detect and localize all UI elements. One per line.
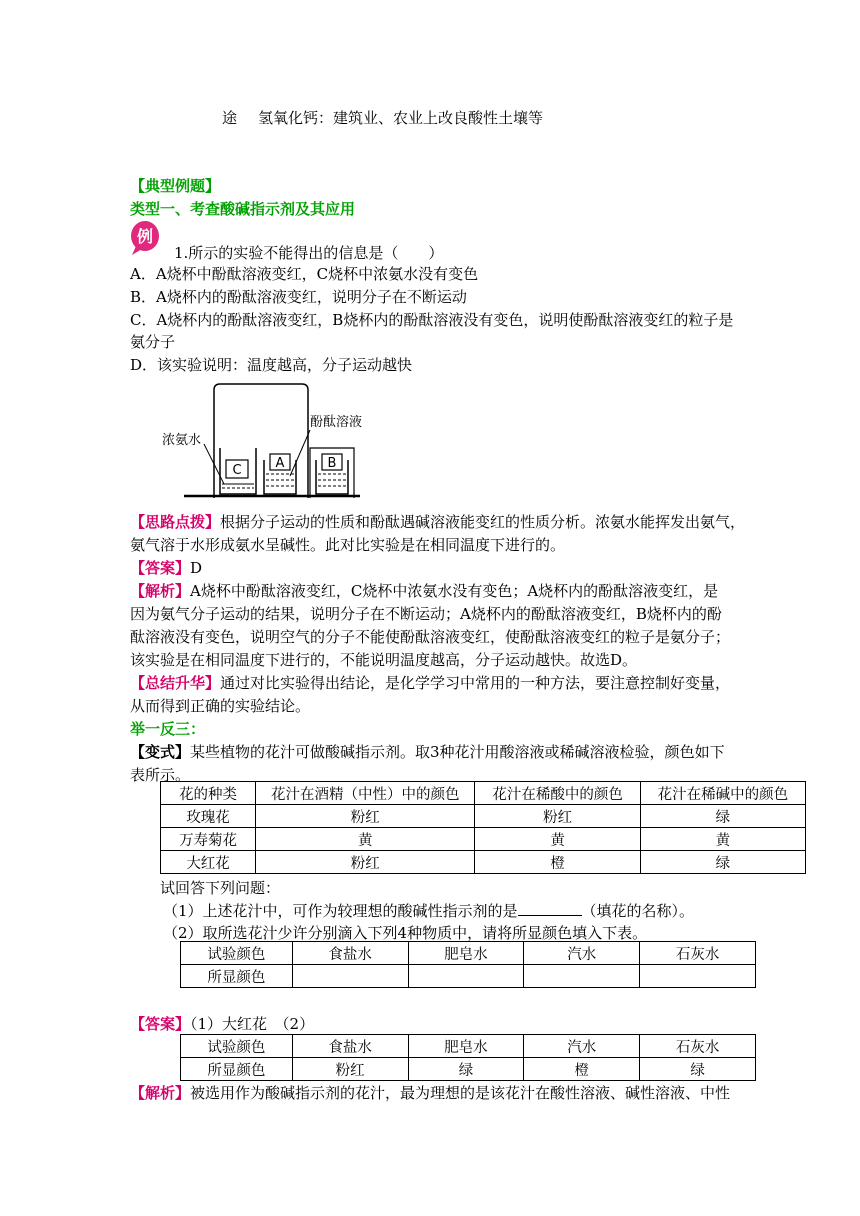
table-header-cell: 试验颜色 xyxy=(181,942,293,965)
question-text: 1.所示的实验不能得出的信息是（ ） xyxy=(174,244,444,262)
table-cell: 玫瑰花 xyxy=(161,805,256,828)
use-text: 氢氧化钙：建筑业、农业上改良酸性土壤等 xyxy=(258,109,544,127)
ammonia-label: 浓氨水 xyxy=(162,433,202,448)
hint-line-1 xyxy=(130,511,745,533)
beaker-a-label: A xyxy=(275,456,285,471)
table-header-cell: 食盐水 xyxy=(292,942,408,965)
table-header-cell: 花汁在稀碱中的颜色 xyxy=(640,782,805,805)
variant-line-2: 表所示。 xyxy=(130,766,191,784)
example-badge-text: 例 xyxy=(136,227,154,246)
option-a: A．A烧杯中酚酞溶液变红，C烧杯中浓氨水没有变色 xyxy=(130,265,479,283)
table-cell-empty[interactable] xyxy=(640,965,756,988)
flower-table xyxy=(160,781,806,874)
table-cell: 黄 xyxy=(256,828,475,851)
table-row xyxy=(181,965,756,988)
question-1-before: （1）上述花汁中，可作为较理想的酸碱性指示剂的是 xyxy=(163,902,518,920)
option-c-cont: 氨分子 xyxy=(130,333,176,351)
table-header-row xyxy=(181,1035,756,1058)
use-label: 途 xyxy=(222,109,238,127)
table-cell: 所显颜色 xyxy=(181,965,293,988)
answer1-text: D xyxy=(190,559,203,577)
example-badge-icon xyxy=(130,220,160,256)
table-header-row xyxy=(161,782,806,805)
table-cell: 绿 xyxy=(640,1058,756,1081)
question-1-after: （填花的名称）。 xyxy=(581,902,695,920)
table-header-cell: 汽水 xyxy=(524,1035,640,1058)
variant-line-1 xyxy=(130,741,725,763)
summary-text-1: 通过对比实验得出结论，是化学学习中常用的一种方法，要注意控制好变量， xyxy=(220,674,731,692)
beaker-c-label: C xyxy=(232,463,242,478)
section-title: 【典型例题】 xyxy=(130,177,221,195)
table-header-cell: 花的种类 xyxy=(161,782,256,805)
table-cell: 大红花 xyxy=(161,851,256,874)
analysis2-line xyxy=(130,1082,730,1104)
summary-line-1 xyxy=(130,672,730,694)
question-1 xyxy=(163,900,694,921)
table-header-row xyxy=(181,942,756,965)
experiment-figure xyxy=(160,380,380,500)
option-c: C．A烧杯内的酚酞溶液变红，B烧杯内的酚酞溶液没有变色，说明使酚酞溶液变红的粒子是 xyxy=(130,311,734,329)
table-header-cell: 汽水 xyxy=(524,942,640,965)
table-cell-empty[interactable] xyxy=(292,965,408,988)
option-b: B．A烧杯内的酚酞溶液变红，说明分子在不断运动 xyxy=(130,288,467,306)
answer-blank[interactable] xyxy=(518,901,582,916)
type-title: 类型一、考查酸碱指示剂及其应用 xyxy=(130,200,356,218)
table-header-cell: 花汁在稀酸中的颜色 xyxy=(475,782,640,805)
table-cell: 橙 xyxy=(524,1058,640,1081)
table-cell: 万寿菊花 xyxy=(161,828,256,851)
hint-text-1: 根据分子运动的性质和酚酞遇碱溶液能变红的性质分析。浓氨水能挥发出氨气， xyxy=(220,513,746,531)
summary-tag: 【总结升华】 xyxy=(130,674,221,692)
table-cell: 所显颜色 xyxy=(181,1058,293,1081)
table-cell: 绿 xyxy=(640,805,805,828)
table-cell: 黄 xyxy=(640,828,805,851)
analysis2-text: 被选用作为酸碱指示剂的花汁，最为理想的是该花汁在酸性溶液、碱性溶液、中性 xyxy=(190,1084,731,1102)
table-header-cell: 食盐水 xyxy=(292,1035,408,1058)
hint-line-2: 氨气溶于水形成氨水呈碱性。此对比实验是在相同温度下进行的。 xyxy=(130,536,566,554)
beaker-b-label: B xyxy=(327,456,337,471)
table-row xyxy=(181,1058,756,1081)
variant-text-1: 某些植物的花汁可做酸碱指示剂。取3种花汁用酸溶液或稀碱溶液检验，颜色如下 xyxy=(190,743,725,761)
answer2-text: （1）大红花 （2） xyxy=(190,1015,315,1033)
analysis1-line-3: 酞溶液没有变色，说明空气的分子不能使酚酞溶液变红，使酚酞溶液变红的粒子是氨分子； xyxy=(130,628,731,646)
table-cell: 粉红 xyxy=(256,805,475,828)
table-cell: 粉红 xyxy=(292,1058,408,1081)
extend-title: 举一反三： xyxy=(130,720,206,738)
answer2-line xyxy=(130,1013,314,1035)
table-cell: 橙 xyxy=(475,851,640,874)
table-cell-empty[interactable] xyxy=(408,965,524,988)
analysis1-tag: 【解析】 xyxy=(130,582,191,600)
test-table xyxy=(180,941,756,988)
table-header-cell: 肥皂水 xyxy=(408,942,524,965)
variant-tag: 【变式】 xyxy=(130,743,191,761)
analysis1-line-2: 因为氨气分子运动的结果，说明分子在不断运动；A烧杯内的酚酞溶液变红，B烧杯内的酚 xyxy=(130,605,722,623)
table-header-cell: 石灰水 xyxy=(640,942,756,965)
table-cell: 粉红 xyxy=(256,851,475,874)
table-row xyxy=(161,851,806,874)
table-header-cell: 石灰水 xyxy=(640,1035,756,1058)
answer-table xyxy=(180,1034,756,1081)
analysis1-line-1 xyxy=(130,580,718,602)
option-d: D．该实验说明：温度越高，分子运动越快 xyxy=(130,356,413,374)
question-2: （2）取所选花汁少许分别滴入下列4种物质中，请将所显颜色填入下表。 xyxy=(163,924,648,942)
table-header-cell: 试验颜色 xyxy=(181,1035,293,1058)
table-cell: 黄 xyxy=(475,828,640,851)
table-header-cell: 花汁在酒精（中性）中的颜色 xyxy=(256,782,475,805)
table-row xyxy=(161,805,806,828)
questions-intro: 试回答下列问题： xyxy=(160,879,281,897)
analysis2-tag: 【解析】 xyxy=(130,1084,191,1102)
summary-line-2: 从而得到正确的实验结论。 xyxy=(130,697,311,715)
analysis1-line-4: 该实验是在相同温度下进行的，不能说明温度越高，分子运动越快。故选D。 xyxy=(130,651,638,669)
table-cell: 绿 xyxy=(408,1058,524,1081)
answer1-tag: 【答案】 xyxy=(130,559,191,577)
phenol-label: 酚酞溶液 xyxy=(310,415,363,430)
table-cell: 粉红 xyxy=(475,805,640,828)
table-cell-empty[interactable] xyxy=(524,965,640,988)
analysis1-text-1: A烧杯中酚酞溶液变红，C烧杯中浓氨水没有变色；A烧杯内的酚酞溶液变红，是 xyxy=(190,582,719,600)
table-row xyxy=(161,828,806,851)
table-cell: 绿 xyxy=(640,851,805,874)
hint-tag: 【思路点拨】 xyxy=(130,513,221,531)
answer1-line xyxy=(130,557,202,579)
answer2-tag: 【答案】 xyxy=(130,1015,191,1033)
table-header-cell: 肥皂水 xyxy=(408,1035,524,1058)
